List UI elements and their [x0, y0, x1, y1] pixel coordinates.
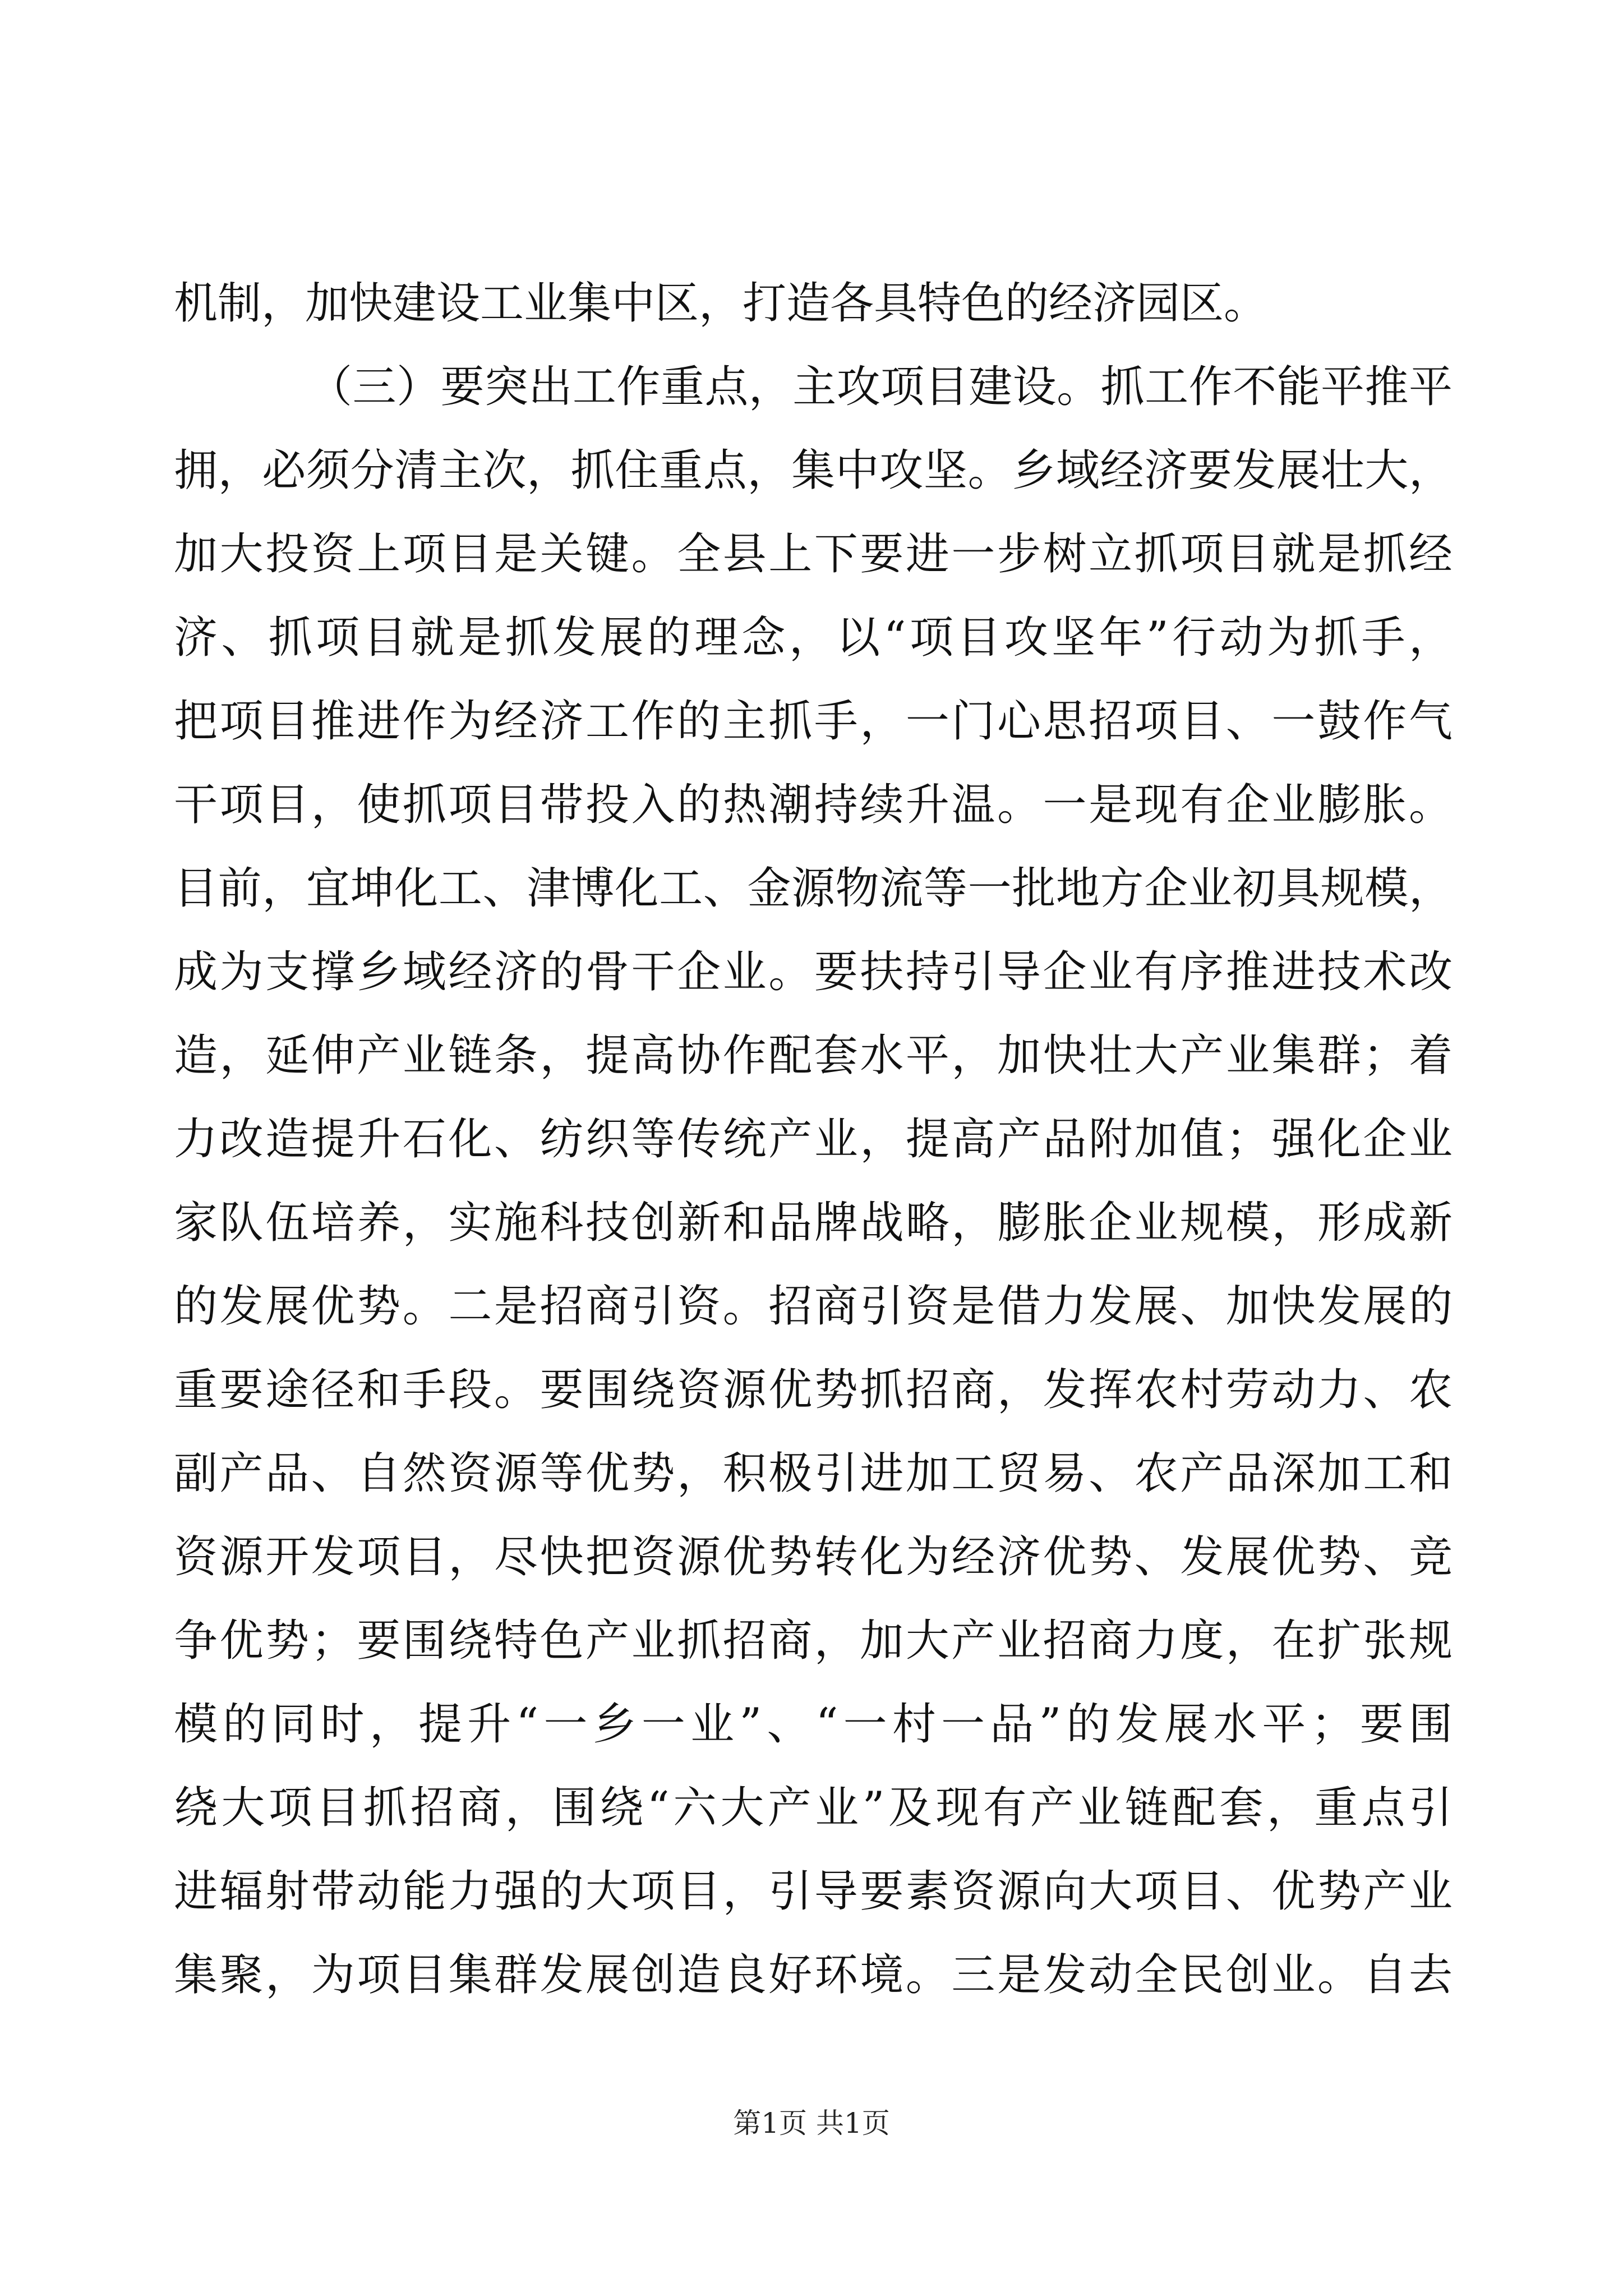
text-line-12: 家队伍培养，实施科技创新和品牌战略，膨胀企业规模，形成新: [174, 1198, 1453, 1248]
text-line-16: 资源开发项目，尽快把资源优势转化为经济优势、发展优势、竞: [174, 1532, 1453, 1582]
text-line-5: 济、抓项目就是抓发展的理念，以“项目攻坚年”行动为抓手，: [174, 613, 1453, 663]
text-line-18: 模的同时，提升“一乡一业”、“一村一品”的发展水平；要围: [174, 1699, 1453, 1750]
text-line-4: 加大投资上项目是关键。全县上下要进一步树立抓项目就是抓经: [174, 529, 1453, 579]
text-line-15: 副产品、自然资源等优势，积极引进加工贸易、农产品深加工和: [174, 1448, 1453, 1499]
page-number-footer: 第1页 共1页: [733, 2107, 890, 2139]
text-line-1: 机制，加快建设工业集中区，打造各具特色的经济园区。: [174, 278, 1268, 329]
text-line-2: （三）要突出工作重点，主攻项目建设。抓工作不能平推平: [308, 362, 1453, 412]
text-line-13: 的发展优势。二是招商引资。招商引资是借力发展、加快发展的: [174, 1281, 1453, 1332]
text-line-14: 重要途径和手段。要围绕资源优势抓招商，发挥农村劳动力、农: [174, 1365, 1453, 1415]
text-line-7: 干项目，使抓项目带投入的热潮持续升温。一是现有企业膨胀。: [174, 780, 1453, 830]
text-line-3: 拥，必须分清主次，抓住重点，集中攻坚。乡域经济要发展壮大，: [174, 445, 1453, 496]
text-line-6: 把项目推进作为经济工作的主抓手，一门心思招项目、一鼓作气: [174, 696, 1453, 747]
text-line-17: 争优势；要围绕特色产业抓招商，加大产业招商力度，在扩张规: [174, 1616, 1453, 1666]
text-line-21: 集聚，为项目集群发展创造良好环境。三是发动全民创业。自去: [174, 1950, 1453, 2000]
text-line-19: 绕大项目抓招商，围绕“六大产业”及现有产业链配套，重点引: [174, 1783, 1453, 1833]
text-line-9: 成为支撑乡域经济的骨干企业。要扶持引导企业有序推进技术改: [174, 947, 1453, 997]
text-line-8: 目前，宜坤化工、津博化工、金源物流等一批地方企业初具规模，: [174, 863, 1453, 914]
text-line-10: 造，延伸产业链条，提高协作配套水平，加快壮大产业集群；着: [174, 1030, 1453, 1081]
text-line-11: 力改造提升石化、纺织等传统产业，提高产品附加值；强化企业: [174, 1114, 1453, 1165]
text-line-20: 进辐射带动能力强的大项目，引导要素资源向大项目、优势产业: [174, 1866, 1453, 1917]
